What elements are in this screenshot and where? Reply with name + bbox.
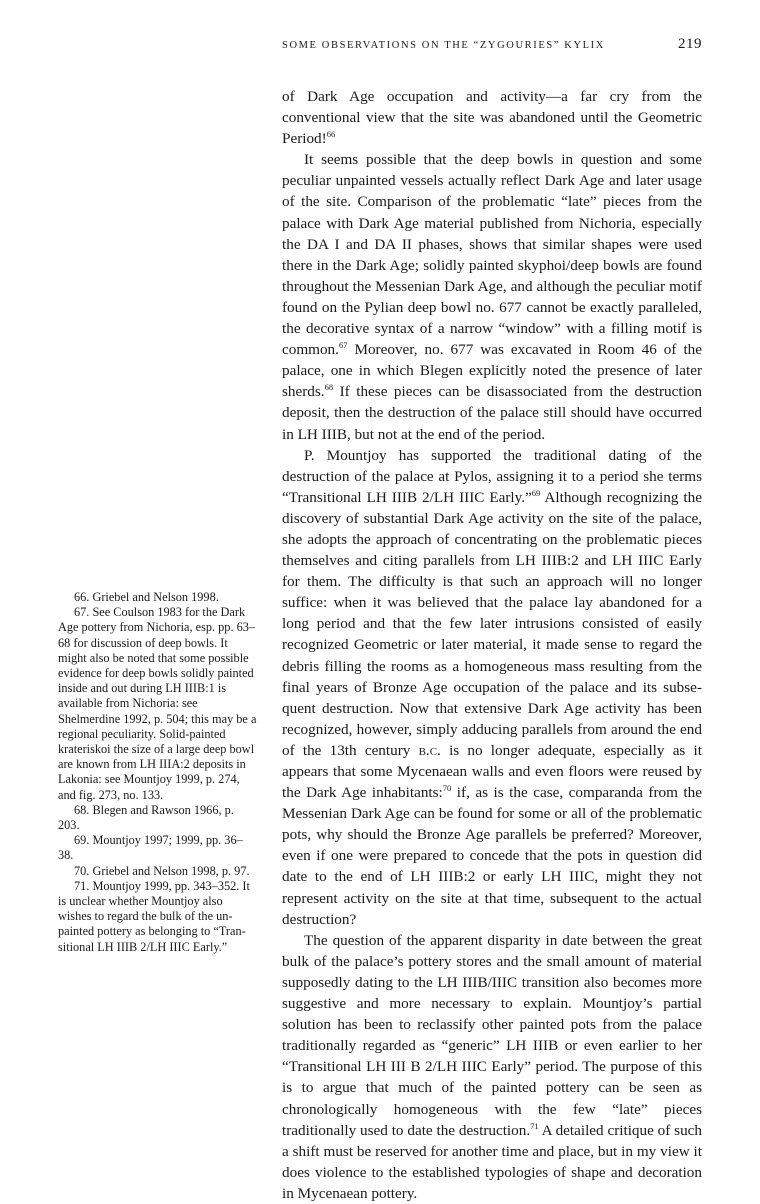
footnote-number: 67. <box>74 605 90 620</box>
paragraph-text: if, as is the case, comparanda from the Messenian Dark Age can be found for some or all of the problematic pots, why should the Bronze Age parallels be preferred? Moreover, even if one were prepared to concede that the pots in question did date to the end of LH IIIB:2 or early LH IIIC, might they not represent activity on the site at that time, subsequent to the actual destruction? <box>282 784 702 928</box>
paragraph-text: P. Mountjoy has supported the traditional dating of the destruction of the palace at Pylos, assigning it to a period she terms “Transitional LH IIIB 2/LH IIIC Early.” <box>282 446 702 506</box>
footnote-ref-68[interactable]: 68 <box>324 382 334 393</box>
paragraph-text: Although recognizing the discovery of substantial Dark Age activity on the site of the palace, she adopts the approach of concentrating on the problematic pieces themselves and citing parallels from LH IIIB:2 and LH IIIC Early for them. The difficulty is that such an approach will no longer suffice: when it was believed that the palace lay abandoned for a long period and that the few later intrusions consisted of easily recognized Geometric or later material, it made sense to regard the debris filling the rooms as a homogeneous mass resulting from the final years of Bronze Age occupation of the palace and its subsequent destruction. Now that extensive Dark Age activity has been recognized, however, simply adducing parallels from around the end of the 13th century <box>282 488 702 759</box>
paragraph-text: is no longer adequate, especially as it appears that some Mycenaean walls and even floors were reused by the Dark Age inhabitants: <box>282 741 702 802</box>
paragraph-2 <box>282 149 702 444</box>
footnote-ref-70[interactable]: 70 <box>442 783 452 794</box>
footnote-67 <box>58 605 258 803</box>
footnote-text: Mountjoy 1997; 1999, pp. 36– 38. <box>58 833 243 863</box>
paragraph-text: The question of the apparent disparity in date between the great bulk of the palace’s pottery stores and the small amount of material supposedly dating to the LH IIIB/IIIC transition also becomes more suggestive and more necessary to explain. Mountjoy’s partial solution has been to reclassify other painted pots from the palace traditionally regarded as “generic” LH IIIB or even earlier to her “Transitional LH III B 2/LH IIIC Early” period. The purpose of this is to argue that much of the painted pottery can be seen as chronologically homogeneous with the few “late” pieces traditionally used to date the destruction. <box>282 931 702 1139</box>
footnote-ref-66[interactable]: 66 <box>326 129 336 140</box>
footnote-number: 70. <box>74 863 90 878</box>
footnote-66 <box>58 590 258 605</box>
footnote-ref-67[interactable]: 67 <box>338 340 348 351</box>
footnote-text: Blegen and Rawson 1966, p. 203. <box>58 802 234 833</box>
footnote-text: Griebel and Nelson 1998. <box>89 590 219 604</box>
paragraph-4 <box>282 930 702 1204</box>
footnote-number: 66. <box>74 590 90 604</box>
paragraph-text: Moreover, no. 677 was excavated in Room 46 of the palace, one in which Blegen explicitly noted the presence of later sherds. <box>282 341 702 401</box>
body-text <box>282 86 702 1204</box>
paragraph-text: A detailed critique of such a shift must be reserved for another time and place, but in my view it does violence to the established typologies of shape and decoration in Mycenaean pottery. <box>282 1121 702 1202</box>
paragraph-text: If these pieces can be disassociated from the destruction deposit, then the destruction of the palace still should have occurred in LH IIIB, but not at the end of the period. <box>282 383 702 443</box>
footnote-ref-69[interactable]: 69 <box>531 487 541 498</box>
footnote-number: 68. <box>74 802 90 817</box>
footnote-71 <box>58 879 258 955</box>
footnote-number: 71. <box>74 878 90 893</box>
paragraph-3 <box>282 445 702 930</box>
footnote-68 <box>58 803 258 833</box>
footnote-69 <box>58 833 258 863</box>
page-number: 219 <box>678 36 702 52</box>
footnote-text: Griebel and Nelson 1998, p. 97. <box>89 863 250 878</box>
running-head: SOME OBSERVATIONS ON THE “ZYGOURIES” KYLIX <box>282 40 605 51</box>
paragraph-text: It seems possible that the deep bowls in question and some peculiar unpainted vessels actually reflect Dark Age and later usage of the site. Comparison of the problematic “late” pieces from the palace with Dark Age material published from Nichoria, especially the DA I and DA II phases, shows that similar shapes were used there in the Dark Age; solidly painted skyphoi/deep bowls are found throughout the Messenian Dark Age, and although the peculiar motif found on the Pylian deep bowl no. 677 cannot be exactly paralleled, the decorative syntax of a narrow “window” with a filling motif is common. <box>282 151 702 359</box>
era-abbreviation: b.c. <box>418 741 441 759</box>
footnotes <box>58 590 258 955</box>
footnote-number: 69. <box>74 833 90 848</box>
footnote-text: Mountjoy 1999, pp. 343–352. It is unclear whether Mountjoy also wishes to regard the bulk of the unpainted pottery as belonging to “Transitional LH IIIB 2/LH IIIC Early.” <box>58 878 250 954</box>
footnote-ref-71[interactable]: 71 <box>530 1120 539 1131</box>
paragraph-1 <box>282 86 702 149</box>
footnote-70 <box>58 864 258 879</box>
footnote-text: See Coulson 1983 for the Dark Age pottery from Nichoria, esp. pp. 63–68 for discussion of deep bowls. It might also be noted that some possible evidence for deep bowls solidly painted inside and out during LH IIIB:1 is available from Nichoria: see Shelmerdine 1992, p. 504; this may be a regional peculiarity. Solid-painted krateriskoi the size of a large deep bowl are known from LH IIIA:2 deposits in Lakonia: see Mountjoy 1999, p. 274, and fig. 273, no. 133. <box>58 605 257 802</box>
paragraph-text: of Dark Age occupation and activity—a far cry from the conventional view that the site was abandoned until the Geometric Period! <box>282 88 702 148</box>
